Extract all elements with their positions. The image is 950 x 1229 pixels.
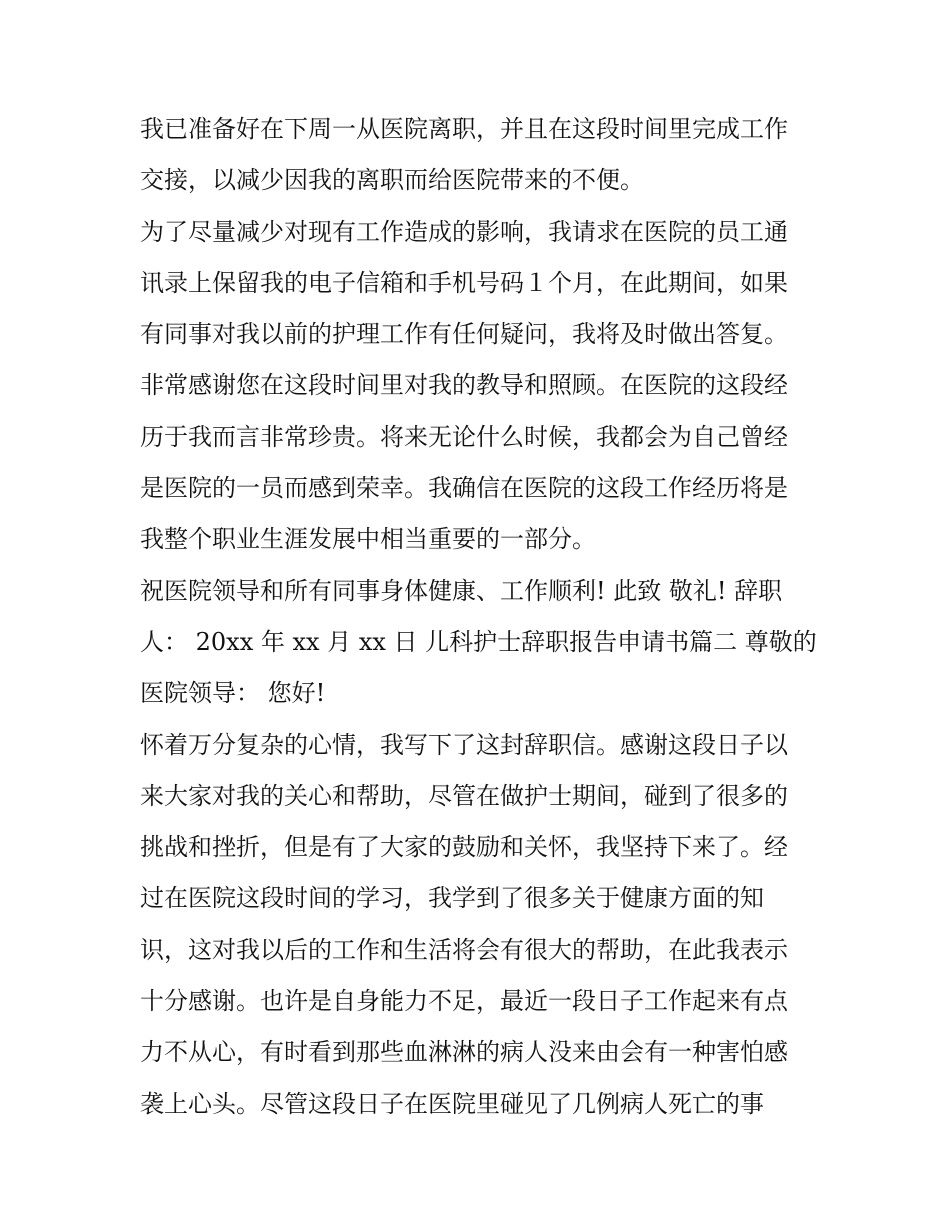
text-line: 祝医院领导和所有同事身体健康、工作顺利! 此致 敬礼! 辞职 bbox=[140, 576, 783, 605]
text-line: 来大家对我的关心和帮助，尽管在做护士期间，碰到了很多的 bbox=[140, 781, 788, 810]
text-line: 讯录上保留我的电子信箱和手机号码１个月，在此期间，如果 bbox=[140, 268, 788, 297]
text-line: 我已准备好在下周一从医院离职，并且在这段时间里完成工作 bbox=[140, 115, 788, 143]
text-line: 挑战和挫折，但是有了大家的鼓励和关怀，我坚持下来了。经 bbox=[140, 833, 788, 862]
text-line: 袭上心头。尽管这段日子在医院里碰见了几例病人死亡的事 bbox=[140, 1089, 764, 1118]
text-line: 为了尽量减少对现有工作造成的影响，我请求在医院的员工通 bbox=[140, 217, 788, 246]
text-line: 怀着万分复杂的心情，我写下了这封辞职信。感谢这段日子以 bbox=[140, 730, 788, 759]
text-line: 力不从心，有时看到那些血淋淋的病人没来由会有一种害怕感 bbox=[140, 1038, 788, 1067]
text-line: 交接，以减少因我的离职而给医院带来的不便。 bbox=[140, 166, 644, 195]
text-line: 医院领导： 您好! bbox=[140, 679, 326, 708]
text-line: 十分感谢。也许是自身能力不足，最近一段日子工作起来有点 bbox=[140, 987, 788, 1016]
text-line: 识，这对我以后的工作和生活将会有很大的帮助，在此我表示 bbox=[140, 935, 788, 964]
text-line: 我整个职业生涯发展中相当重要的一部分。 bbox=[140, 525, 596, 554]
text-line: 是医院的一员而感到荣幸。我确信在医院的这段工作经历将是 bbox=[140, 474, 788, 503]
text-line: 过在医院这段时间的学习，我学到了很多关于健康方面的知 bbox=[140, 884, 764, 913]
letter-body bbox=[140, 104, 830, 1130]
text-line: 有同事对我以前的护理工作有任何疑问，我将及时做出答复。 bbox=[140, 320, 788, 349]
text-line: 历于我而言非常珍贵。将来无论什么时候，我都会为自己曾经 bbox=[140, 422, 788, 451]
text-line: 非常感谢您在这段时间里对我的教导和照顾。在医院的这段经 bbox=[140, 371, 788, 400]
text-line: 人： 20xx 年 xx 月 xx 日 儿科护士辞职报告申请书篇二 尊敬的 bbox=[140, 627, 817, 656]
